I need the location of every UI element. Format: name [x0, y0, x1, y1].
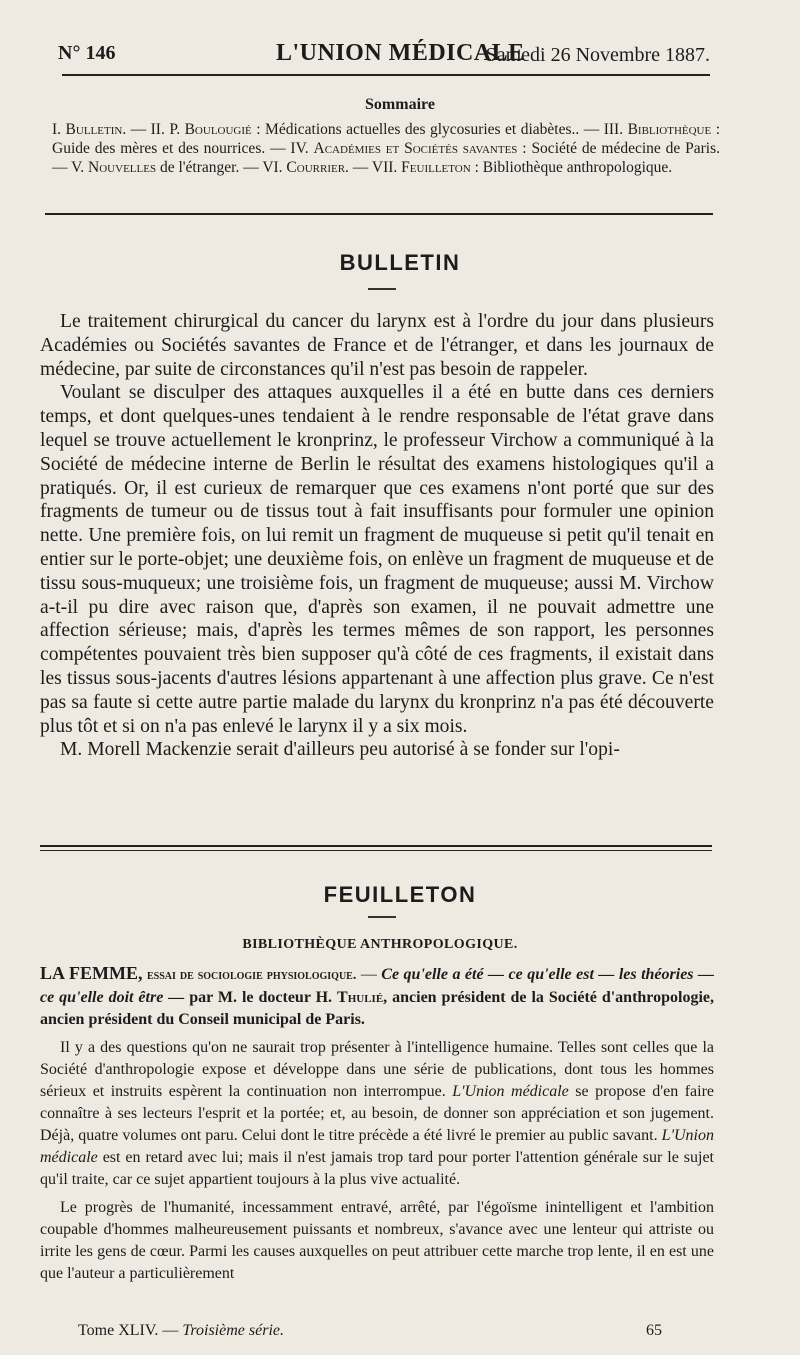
- bulletin-paragraph-1: Le traitement chirurgical du cancer du larynx est à l'ordre du jour dans plusieurs Académies ou Sociétés savantes de France et de l'étranger, et dans les journaux de médecine, par suite de circonstances qu'il n'est pas besoin de rappeler.: [40, 311, 714, 380]
- book-subtitle: essai de sociologie physiologique.: [146, 968, 357, 983]
- text-segment: Il y a des questions qu'on ne saurait trop présenter à l'intelligence humaine. Telles sont celles que la Société d'anthropologie expose et développe dans une série de publications, dont tous les hommes sérieux et instruits espèrent la continuation non interrompue.: [40, 1039, 714, 1100]
- page-header: [58, 40, 710, 72]
- sommaire-section-name: Bibliothèque: [627, 121, 712, 138]
- feuilleton-body: [40, 962, 714, 1285]
- sommaire-rule: [45, 213, 713, 215]
- sommaire-segment: . — VII.: [345, 159, 402, 176]
- bulletin-paragraph-3: M. Morell Mackenzie serait d'ailleurs peu autorisé à se fonder sur l'opi-: [60, 739, 620, 761]
- book-reference: [40, 962, 714, 1031]
- bulletin-heading: BULLETIN: [339, 250, 461, 275]
- sommaire-section-name: Feuilleton: [401, 159, 471, 176]
- feuilleton-rule-thick: [40, 845, 712, 847]
- issue-date: Samedi 26 Novembre 1887.: [485, 44, 710, 66]
- footer-series: Troisième série.: [182, 1322, 284, 1339]
- sommaire-segment: . — II. P.: [122, 121, 185, 138]
- sommaire-segment: : Société de médecine de Paris. — V.: [52, 140, 721, 176]
- sommaire-section-name: Nouvelles: [88, 159, 157, 176]
- feuilleton-rule-thin: [40, 850, 712, 851]
- footer-tome: Tome XLIV. —: [78, 1322, 183, 1339]
- bulletin-body: [40, 310, 714, 762]
- sommaire-segment: : Bibliothèque anthropologique.: [470, 159, 673, 176]
- header-rule: [62, 74, 710, 76]
- sommaire-segment: I.: [52, 121, 66, 138]
- issue-number: N° 146: [58, 42, 116, 64]
- book-author-prefix: par M. le docteur H.: [184, 989, 338, 1006]
- feuilleton-paragraph-1: [40, 1037, 714, 1191]
- book-author-title: , ancien président de la Société d'anthropologie, ancien président du Conseil municipal de Paris.: [40, 989, 715, 1028]
- sommaire-segment: : Médications actuelles des glycosuries et diabètes.. — III.: [251, 121, 628, 138]
- sommaire-author-name: Boulougié: [184, 121, 252, 138]
- sommaire-segment: : Guide des mères et des nourrices. — IV.: [52, 121, 721, 157]
- bulletin-dash: [368, 288, 396, 290]
- journal-title: L'UNION MÉDICALE: [276, 40, 525, 66]
- journal-name: L'Union médicale: [40, 1127, 714, 1166]
- text-segment: se propose d'en faire connaître à ses lecteurs l'esprit et la portée; et, au besoin, de donner son appréciation et son jugement. Déjà, quatre volumes ont paru. Celui dont le titre précède a été livré le premier au public savant.: [40, 1083, 714, 1144]
- sommaire-text: [52, 120, 720, 177]
- bulletin-paragraph-2: Voulant se disculper des attaques auxquelles il a été en butte dans ces derniers temps, et dont quelques-unes tendaient à le rendre responsable de l'état grave dans lequel se trouve actuellement le kronprinz, le professeur Virchow a communiqué à la Société de médecine interne de Berlin le résultat des examens histologiques qu'il a pratiqués. Or, il est curieux de remarquer que ces examens n'ont porté que sur des fragments de tumeur ou de tissus tout à fait insuffisants pour formuler une opinion nette. Une première fois, on lui remit un fragment de muqueuse si petit qu'il tenait en entier sur le porte-objet; une deuxième fois, on enlève un fragment de muqueuse et de tissu sous-muqueux; une troisième fois, un fragment de muqueuse; aussi M. Virchow a-t-il pu dire avec raison que, d'après son examen, il ne pouvait admettre une affection sérieuse; mais, d'après les termes mêmes de son rapport, les personnes compétentes pouvaient très bien supposer qu'à côté de ces fragments, il existait dans les tissus sous-jacents d'autres lésions appartenant à une affection plus grave. Ce n'est pas sa faute si cette autre partie malade du larynx du kronprinz n'a pas été découverte plus tôt et si on n'a pas enlevé le larynx il y a six mois.: [40, 382, 714, 737]
- sommaire-title: Sommaire: [365, 96, 435, 113]
- book-author: Thulié: [337, 989, 384, 1006]
- journal-name: L'Union médicale: [452, 1083, 569, 1100]
- feuilleton-dash: [368, 916, 396, 918]
- feuilleton-paragraph-2: Le progrès de l'humanité, incessamment entravé, arrêté, par l'égoïsme inintelligent et l'ambition coupable d'hommes malheureusement puissants et nombreux, s'avance avec une lenteur qui attriste ou irrite les gens de cœur. Parmi les causes auxquelles on peut attribuer cette marche trop lente, il en est une que l'auteur a particulièrement: [40, 1199, 714, 1282]
- sommaire-section-name: Courrier: [286, 159, 346, 176]
- sommaire-section-name: Bulletin: [65, 121, 123, 138]
- feuilleton-heading: FEUILLETON: [323, 882, 477, 907]
- footer-volume: [78, 1322, 284, 1340]
- feuilleton-subheading: BIBLIOTHÈQUE ANTHROPOLOGIQUE.: [242, 937, 518, 952]
- sommaire-section-name: Académies et Sociétés savantes: [313, 140, 518, 157]
- book-title: LA FEMME,: [40, 963, 143, 983]
- sommaire-segment: de l'étranger. — VI.: [156, 159, 287, 176]
- book-chapters: Ce qu'elle a été — ce qu'elle est — les théories — ce qu'elle doit être —: [40, 966, 715, 1006]
- book-separator: —: [356, 966, 382, 983]
- text-segment: est en retard avec lui; mais il n'est jamais trop tard pour porter l'attention générale sur le sujet qu'il traite, car ce sujet appartient toujours à la plus vive actualité.: [40, 1149, 714, 1188]
- page-number: 65: [646, 1322, 662, 1339]
